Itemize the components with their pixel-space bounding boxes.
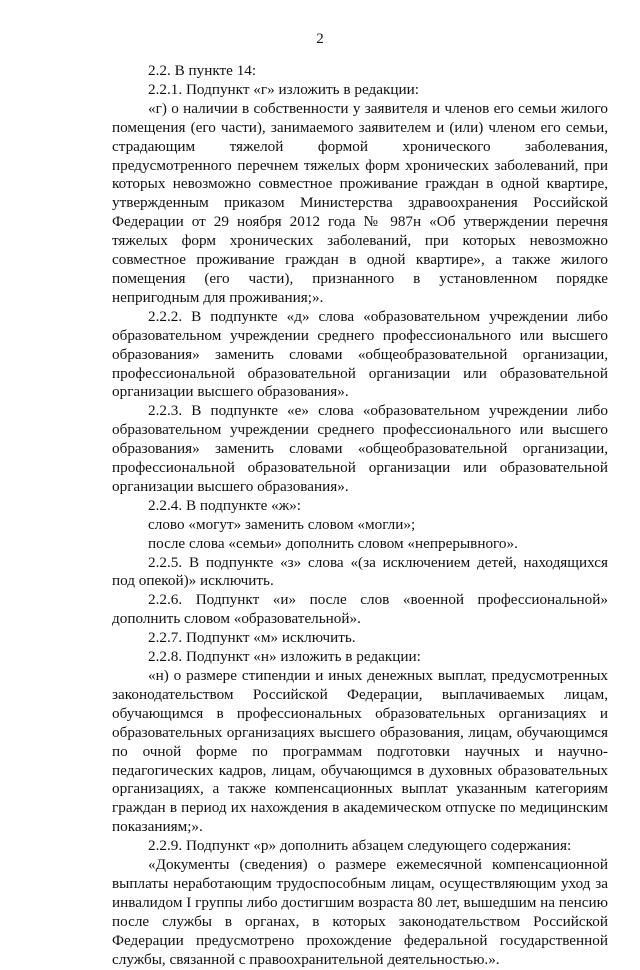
paragraph: 2.2. В пункте 14:	[148, 62, 257, 79]
page-number: 2	[316, 31, 324, 47]
paragraph: 2.2.2. В подпункте «д» слова «образовательном учреждении либо образовательном учреждении среднего профессионального или высшего образования» заменить словами «общеобразовательной организации, профессиональной образовательной организации или образовательной организации высшего образования».	[112, 307, 608, 401]
paragraph: 2.2.1. Подпункт «г» изложить в редакции:	[148, 80, 419, 98]
paragraph: 2.2.4. В подпункте «ж»:	[148, 496, 302, 514]
paragraph: 2.2.8. Подпункт «н» изложить в редакции:	[148, 648, 421, 666]
paragraph: «н) о размере стипендии и иных денежных выплат, предусмотренных законодательством Российской Федерации, выплачиваемых лицам, обучающимся в профессиональных образовательных организациях и образовательных организациях высшего образования, лицам, обучающимся по очной форме по программам подготовки научных и научно-педагогических кадров, лицам, обучающимся в духовных образовательных организациях, а также компенсационных выплат указанным категориям граждан в период их нахождения в академическом отпуске по медицинским показаниям;».	[112, 667, 608, 836]
paragraph: 2.2.3. В подпункте «е» слова «образовательном учреждении либо образовательном учреждении среднего профессионального или высшего образования» заменить словами «общеобразовательной организации, профессиональной образовательной организации или образовательной организации высшего образования».	[112, 402, 608, 495]
document-body	[112, 62, 608, 970]
paragraph: 2.2.7. Подпункт «м» исключить.	[148, 629, 356, 647]
paragraph: «г) о наличии в собственности у заявителя и членов его семьи жилого помещения (его части), занимаемого заявителем и (или) членом его семьи, страдающим тяжелой формой хронического заболевания, предусмотренного перечнем тяжелых форм хронических заболеваний, при которых невозможно совместное проживание граждан в одной квартире, утвержденным приказом Министерства здравоохранения Российской Федерации от 29 ноября 2012 года № 987н «Об утверждении перечня тяжелых форм хронических заболеваний, при которых невозможно совместное проживание граждан в одной квартире», а также жилого помещения (его части), признанного в установленном порядке непригодным для проживания;».	[112, 99, 608, 306]
paragraph: слово «могут» заменить словом «могли»;	[148, 515, 416, 533]
paragraph: 2.2.6. Подпункт «и» после слов «военной профессиональной» дополнить словом «образовательной».	[112, 591, 608, 628]
paragraph: 2.2.5. В подпункте «з» слова «(за исключением детей, находящихся под опекой)» исключить.	[112, 553, 608, 590]
paragraph: после слова «семьи» дополнить словом «непрерывного».	[148, 534, 518, 552]
paragraph: 2.2.9. Подпункт «р» дополнить абзацем следующего содержания:	[148, 837, 572, 855]
paragraph: «Документы (сведения) о размере ежемесячной компенсационной выплаты неработающим трудоспособным лицам, осуществляющим уход за инвалидом I группы либо достигшим возраста 80 лет, вышедшим на пенсию после службы в органах, в которых законодательством Российской Федерации предусмотрено прохождение федеральной государственной службы, связанной с правоохранительной деятельностью.».	[112, 856, 608, 968]
